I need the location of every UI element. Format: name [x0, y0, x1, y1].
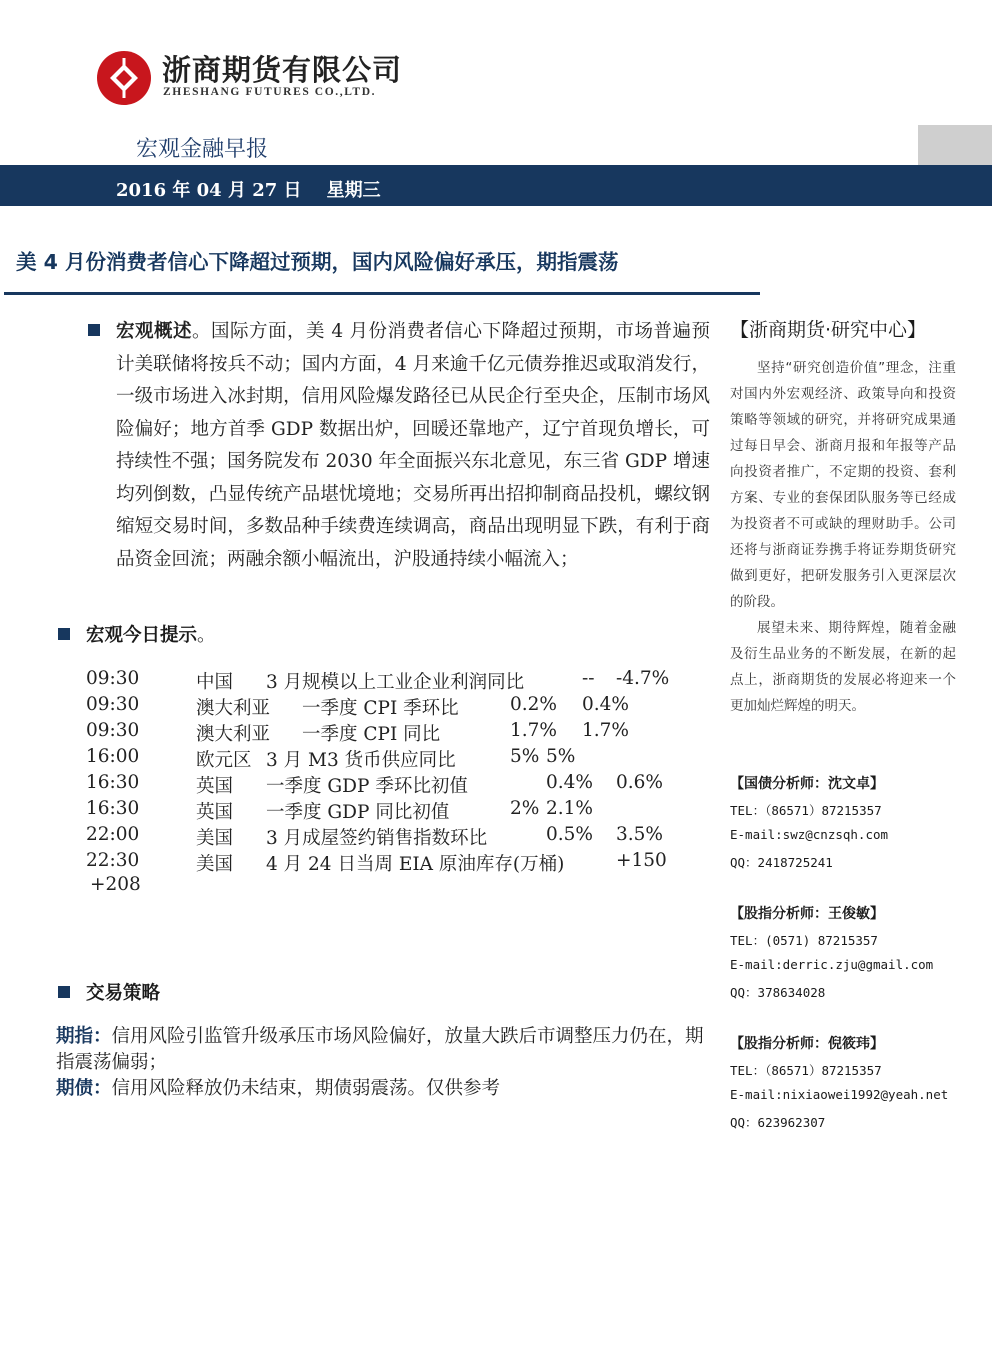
analyst-email[interactable]: E-mail:derric.zju@gmail.com	[730, 957, 934, 972]
calendar-actual: 5%	[546, 746, 576, 767]
calendar-region: 美国	[196, 828, 234, 849]
headline: 美 4 月份消费者信心下降超过预期，国内风险偏好承压，期指震荡	[16, 250, 619, 274]
intro-paragraph: 展望未来、期待辉煌，随着金融及衍生品业务的不断发展，在新的起点上，浙商期货的发展必将迎来一个更加灿烂辉煌的明天。	[730, 620, 956, 714]
calendar-event: 一季度 GDP 季环比初值	[266, 776, 468, 797]
header-grey-block	[918, 125, 992, 165]
analyst-tel: TEL：(0571) 87215357	[730, 933, 878, 948]
analyst-title: 【股指分析师：王俊敏】	[730, 906, 884, 922]
calendar-actual: +208	[90, 874, 141, 895]
analyst-tel: TEL：（86571）87215357	[730, 1063, 882, 1078]
bullet-square-icon	[58, 986, 70, 998]
calendar-region: 欧元区	[196, 750, 252, 771]
calendar-event: 3 月规模以上工业企业利润同比	[266, 672, 525, 693]
calendar-prev: --	[582, 668, 595, 689]
strategy-title: 交易策略	[86, 983, 161, 1004]
company-logo	[96, 50, 152, 106]
calendar-event: 一季度 GDP 同比初值	[266, 802, 450, 823]
calendar-event: 一季度 CPI 季环比	[302, 698, 459, 719]
calendar-region: 英国	[196, 776, 234, 797]
analyst-qq: QQ：378634028	[730, 985, 826, 1000]
analyst-title: 【国债分析师：沈文卓】	[730, 776, 884, 792]
calendar-prev: 2%	[510, 798, 540, 819]
calendar-prev: 0.5%	[546, 824, 593, 845]
calendar-prev: 0.4%	[546, 772, 593, 793]
calendar-time: 16:00	[86, 746, 140, 767]
calendar-time: 16:30	[86, 798, 140, 819]
calendar-actual: 0.4%	[582, 694, 629, 715]
analyst-email[interactable]: E-mail:swz@cnzsqh.com	[730, 827, 889, 842]
report-date: 2016 年 04 月 27 日 星期三	[116, 180, 381, 201]
calendar-event: 一季度 CPI 同比	[302, 724, 441, 745]
strategy-text: 信用风险引监管升级承压市场风险偏好，放量大跌后市调整压力仍在，期指震荡偏弱；	[56, 1026, 704, 1073]
headline-divider	[4, 292, 760, 295]
calendar-region: 英国	[196, 802, 234, 823]
calendar-prev: 5%	[510, 746, 540, 767]
calendar-region: 中国	[196, 672, 234, 693]
calendar-actual: -4.7%	[616, 668, 670, 689]
research-center-title: 【浙商期货·研究中心】	[730, 319, 927, 341]
intro-paragraph: 坚持“研究创造价值”理念，注重对国内外宏观经济、政策导向和投资策略等领域的研究，并将研究成果通过每日早会、浙商月报和年报等产品向投资者推广，不定期的投资、套利方案、专业的套保团队服务等已经成为投资者不可或缺的理财助手。公司还将与浙商证券携手将证券期货研究做到更好，把研发服务引入更深层次的阶段。	[730, 360, 956, 610]
overview-label: 宏观概述	[116, 321, 192, 342]
analyst-tel: TEL：（86571）87215357	[730, 803, 882, 818]
calendar-time: 16:30	[86, 772, 140, 793]
calendar-prev: +150	[616, 850, 667, 871]
strategy-item	[56, 1076, 712, 1102]
overview-text: 。国际方面，美 4 月份消费者信心下降超过预期，市场普遍预计美联储将按兵不动；国内方面，4 月来逾千亿元债券推迟或取消发行，一级市场进入冰封期，信用风险爆发路径已从民企行至央企，压制市场风险偏好；地方首季 GDP 数据出炉，回暖还靠地产，辽宁首现负增长，可持续性不强；国务院发布 2030 年全面振兴东北意见，东三省 GDP 增速均列倒数，凸显传统产品堪忧境地；交易所再出招抑制商品投机，螺纹钢缩短交易时间，多数品种手续费连续调高，商品出现明显下跌，有利于商品资金回流；两融余额小幅流出，沪股通持续小幅流入；	[116, 321, 710, 570]
analyst-email[interactable]: E-mail:nixiaowei1992@yeah.net	[730, 1087, 949, 1102]
calendar-title: 宏观今日提示。	[86, 625, 216, 646]
strategy-text: 信用风险释放仍未结束，期债弱震荡。仅供参考	[111, 1078, 501, 1099]
calendar-region: 澳大利亚	[196, 698, 271, 719]
calendar-prev: 0.2%	[510, 694, 557, 715]
calendar-region: 澳大利亚	[196, 724, 271, 745]
analyst-qq: QQ：623962307	[730, 1115, 826, 1130]
calendar-actual: 0.6%	[616, 772, 663, 793]
analyst-qq: QQ：2418725241	[730, 855, 833, 870]
calendar-region: 美国	[196, 854, 234, 875]
bullet-square-icon	[58, 628, 70, 640]
calendar-time: 09:30	[86, 720, 140, 741]
calendar-event: 4 月 24 日当周 EIA 原油库存(万桶)	[266, 854, 565, 875]
calendar-event: 3 月 M3 货币供应同比	[266, 750, 456, 771]
overview-paragraph	[116, 316, 710, 576]
calendar-actual: 1.7%	[582, 720, 629, 741]
strategy-label: 期债：	[56, 1078, 112, 1099]
calendar-event: 3 月成屋签约销售指数环比	[266, 828, 488, 849]
calendar-actual: 3.5%	[616, 824, 663, 845]
company-name-cn: 浙商期货有限公司	[162, 53, 403, 87]
calendar-time: 09:30	[86, 694, 140, 715]
research-center-intro	[730, 355, 956, 719]
calendar-time: 22:00	[86, 824, 140, 845]
calendar-time: 22:30	[86, 850, 140, 871]
strategy-item	[56, 1024, 712, 1076]
strategy-label: 期指：	[56, 1026, 112, 1047]
report-type: 宏观金融早报	[136, 137, 269, 162]
analyst-title: 【股指分析师：倪筱玮】	[730, 1036, 884, 1052]
calendar-time: 09:30	[86, 668, 140, 689]
calendar-actual: 2.1%	[546, 798, 593, 819]
company-name-en: ZHESHANG FUTURES CO.,LTD.	[163, 86, 377, 98]
bullet-square-icon	[88, 324, 100, 336]
calendar-prev: 1.7%	[510, 720, 557, 741]
